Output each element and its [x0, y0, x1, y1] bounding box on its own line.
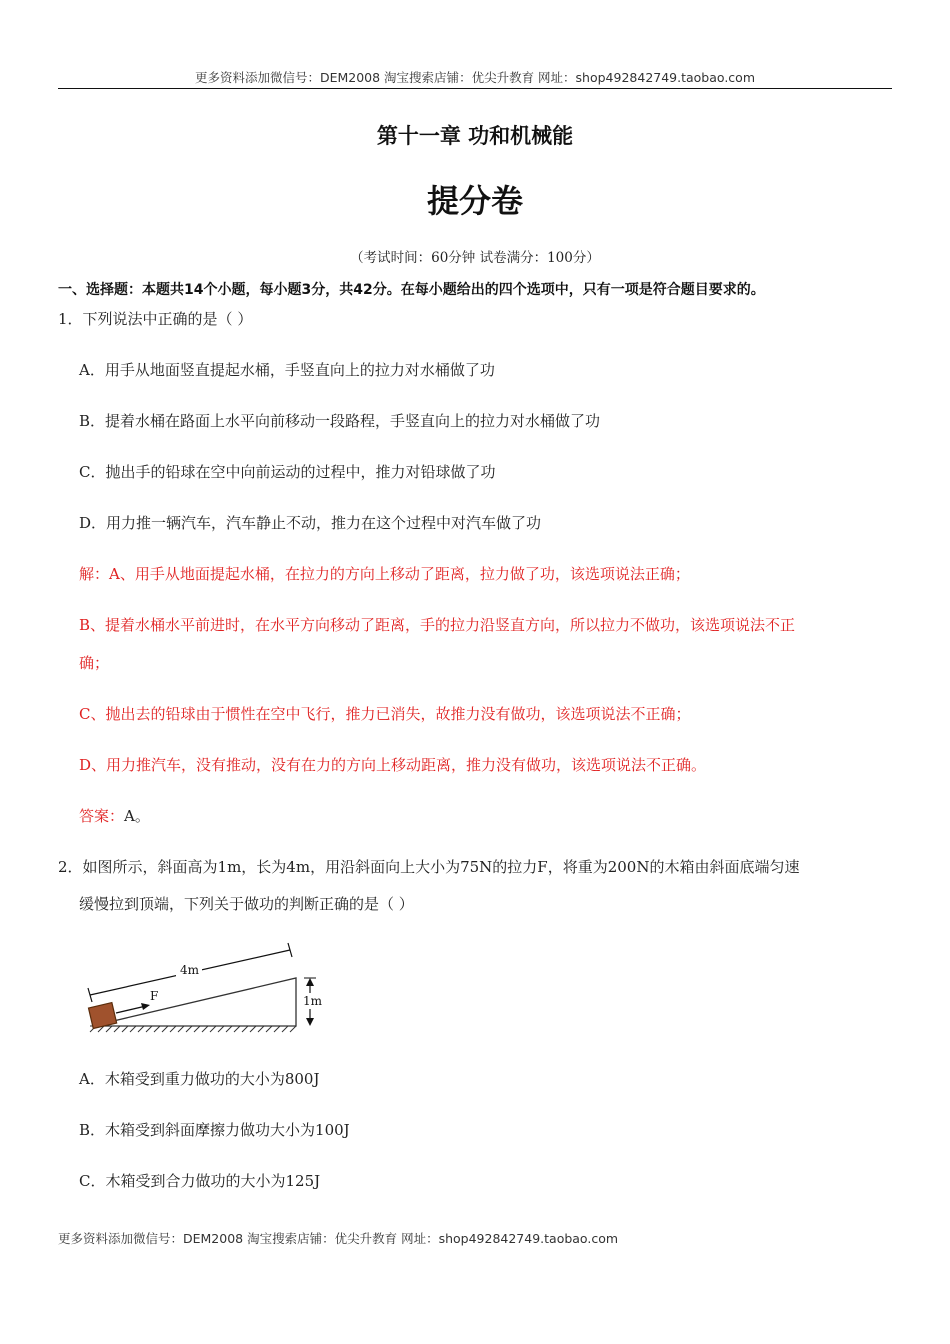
answer-value: A。: [124, 807, 150, 825]
incline-figure: [84, 942, 324, 1034]
height-label: 1m: [303, 994, 323, 1008]
answer-line: [79, 805, 150, 826]
solution-line-1: 解：A、用手从地面提起水桶，在拉力的方向上移动了距离，拉力做了功，该选项说法正确；: [79, 565, 690, 583]
force-arrow: [116, 1006, 146, 1013]
solution-line-2: B、提着水桶水平前进时，在水平方向移动了距离，手的拉力沿竖直方向，所以拉力不做功，该选项说法不正: [79, 616, 796, 634]
section-heading: 一、选择题：本题共14个小题，每小题3分，共42分。在每小题给出的四个选项中，只有一项是符合题目要求的。: [58, 282, 765, 298]
height-arrow-top: [306, 978, 314, 986]
solution-line-4: D、用力推汽车，没有推动，没有在力的方向上移动距离，推力没有做功，该选项说法不正确。: [79, 756, 707, 774]
question-1-option-c: C．抛出手的铅球在空中向前运动的过程中，推力对铅球做了功: [79, 463, 496, 481]
paper-title: 提分卷: [426, 182, 523, 220]
question-2-option-a: A．木箱受到重力做功的大小为800J: [79, 1070, 320, 1088]
page-footer: 更多资料添加微信号：DEM2008 淘宝搜索店铺：优尖升教育 网址：shop492842749.taobao.com: [58, 1231, 619, 1246]
question-2-option-b: B．木箱受到斜面摩擦力做功大小为100J: [79, 1121, 350, 1139]
question-1-option-a: A．用手从地面竖直提起水桶，手竖直向上的拉力对水桶做了功: [79, 361, 495, 379]
question-1-option-b: B．提着水桶在路面上水平向前移动一段路程，手竖直向上的拉力对水桶做了功: [79, 412, 601, 430]
length-label: 4m: [180, 963, 200, 977]
answer-label: 答案：: [79, 807, 125, 825]
header-divider: [58, 88, 892, 89]
wooden-box: [88, 1003, 116, 1029]
chapter-title: 第十一章 功和机械能: [376, 124, 574, 148]
page-header: 更多资料添加微信号：DEM2008 淘宝搜索店铺：优尖升教育 网址：shop492842749.taobao.com: [194, 70, 756, 85]
height-arrow-bottom: [306, 1018, 314, 1026]
force-label: F: [150, 989, 159, 1003]
question-2-stem-cont: 缓慢拉到顶端，下列关于做功的判断正确的是（ ）: [79, 895, 414, 913]
exam-info: （考试时间：60分钟 试卷满分：100分）: [350, 250, 600, 266]
solution-line-2-cont: 确；: [79, 654, 110, 672]
solution-line-3: C、抛出去的铅球由于惯性在空中飞行，推力已消失，故推力没有做功，该选项说法不正确；: [79, 705, 691, 723]
question-2-option-c: C．木箱受到合力做功的大小为125J: [79, 1172, 321, 1190]
question-2-stem: 2．如图所示，斜面高为1m，长为4m，用沿斜面向上大小为75N的拉力F，将重为200N的木箱由斜面底端匀速: [58, 858, 800, 876]
ground-hatching: [90, 1026, 296, 1032]
question-1-stem: 1．下列说法中正确的是（ ）: [58, 310, 253, 328]
incline-plane: [92, 978, 296, 1026]
force-arrow-head: [141, 1003, 150, 1010]
question-1-option-d: D．用力推一辆汽车，汽车静止不动，推力在这个过程中对汽车做了功: [79, 514, 542, 532]
